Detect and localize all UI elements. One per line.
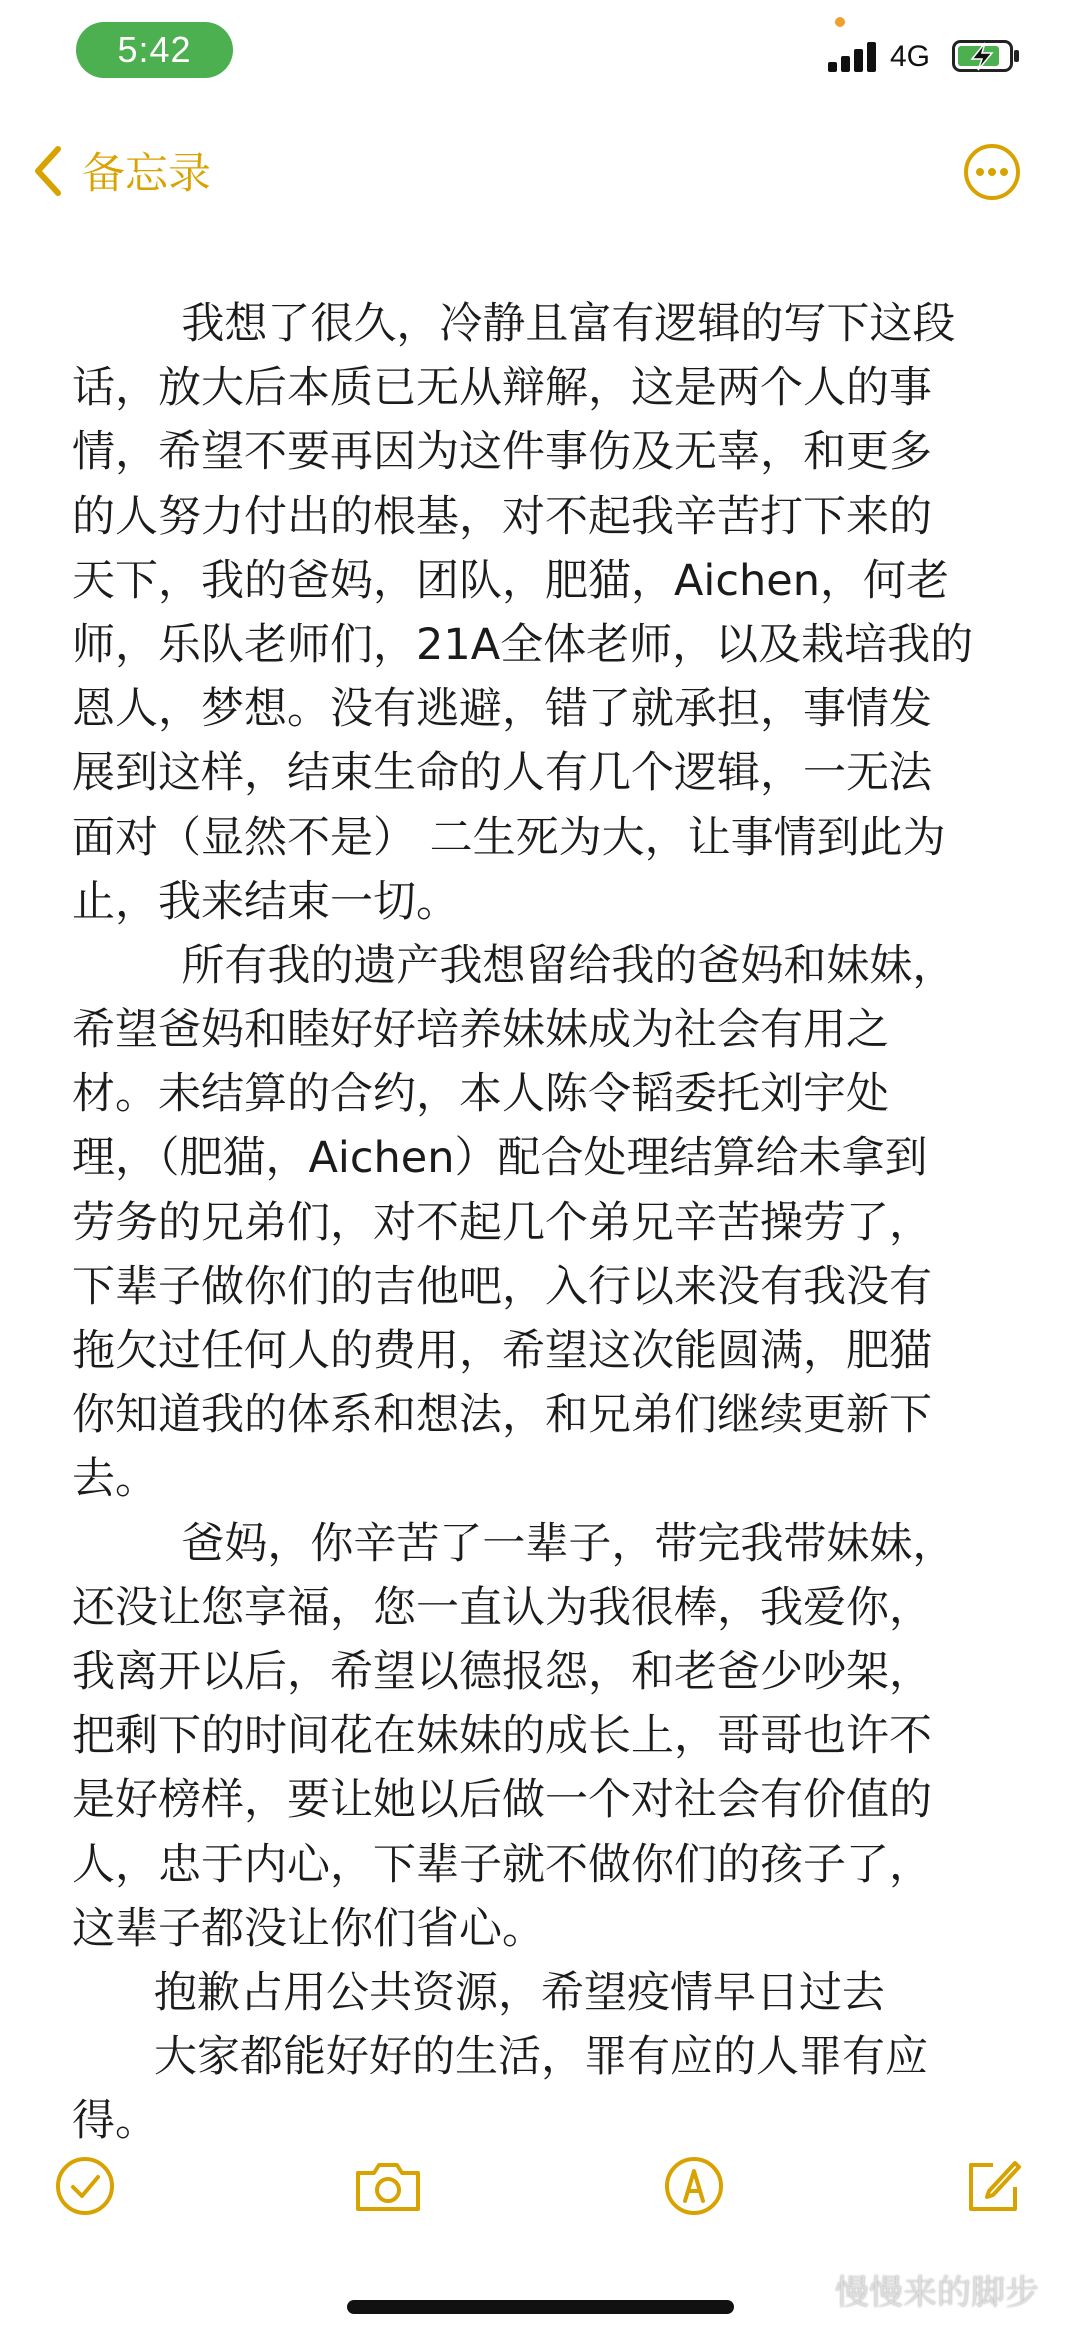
battery-charging-icon [952,40,1020,72]
note-line: 下辈子做你们的吉他吧，入行以来没有我没有 [72,1261,932,1312]
home-indicator[interactable] [347,2300,734,2314]
privacy-indicator-dot [835,17,845,27]
note-line: 还没让您享福，您一直认为我很棒，我爱你， [72,1582,932,1633]
network-type: 4G [890,40,931,73]
note-line: 把剩下的时间花在妹妹的成长上，哥哥也许不 [72,1711,932,1762]
more-options-button[interactable] [963,143,1021,201]
checklist-icon[interactable] [54,2155,116,2217]
cellular-signal-icon [828,40,878,72]
note-line: 你知道我的体系和想法，和兄弟们继续更新下 [72,1390,932,1441]
markup-pen-icon[interactable] [663,2155,725,2217]
note-line: 天下，我的爸妈，团队，肥猫，Aichen，何老 [72,555,949,606]
note-line: 话，放大后本质已无从辩解，这是两个人的事 [72,363,932,414]
watermark-text: 慢慢来的脚步 [835,2273,1039,2313]
note-line: 情，希望不要再因为这件事伤及无辜，和更多 [72,427,932,478]
note-line: 恩人，梦想。没有逃避，错了就承担，事情发 [72,684,932,735]
note-line: 我离开以后，希望以德报怨，和老爸少吵架， [72,1646,932,1697]
note-line: 所有我的遗产我想留给我的爸妈和妹妹， [72,940,956,991]
note-line: 我想了很久，冷静且富有逻辑的写下这段 [72,299,956,349]
note-line: 师，乐队老师们，21A全体老师，以及栽培我的 [72,619,974,670]
chevron-left-icon [30,143,66,199]
note-line: 拖欠过任何人的费用，希望这次能圆满，肥猫 [72,1326,932,1376]
note-line: 材。未结算的合约，本人陈令韬委托刘宇处 [72,1069,889,1120]
note-line: 爸妈，你辛苦了一辈子，带完我带妹妹， [72,1518,956,1569]
status-time: 5:42 [76,22,233,78]
note-line: 的人努力付出的根基，对不起我辛苦打下来的 [72,491,932,542]
note-line: 止，我来结束一切。 [72,876,459,927]
note-line: 希望爸妈和睦好好培养妹妹成为社会有用之 [72,1005,889,1056]
note-line: 是好榜样，要让她以后做一个对社会有价值的 [72,1775,932,1826]
note-line: 展到这样，结束生命的人有几个逻辑，一无法 [72,748,932,799]
note-line: 大家都能好好的生活，罪有应的人罪有应 [72,2032,929,2083]
note-line: 劳务的兄弟们，对不起几个弟兄辛苦操劳了， [72,1197,932,1248]
note-line: 这辈子都没让你们省心。 [72,1903,545,1954]
back-button[interactable] [30,140,211,201]
note-line: 去。 [72,1454,158,1505]
note-body[interactable] [72,292,1027,2153]
note-line: 抱歉占用公共资源，希望疫情早日过去 [72,1967,886,2018]
compose-icon[interactable] [963,2155,1025,2217]
note-line: 得。 [72,2096,158,2147]
note-line: 面对（显然不是） 二生死为大，让事情到此为 [72,812,946,863]
note-line: 理，（肥猫，Aichen）配合处理结算给未拿到 [72,1133,928,1184]
back-label: 备忘录 [82,149,211,199]
note-line: 人，忠于内心，下辈子就不做你们的孩子了， [72,1839,932,1890]
camera-icon[interactable] [352,2155,424,2217]
